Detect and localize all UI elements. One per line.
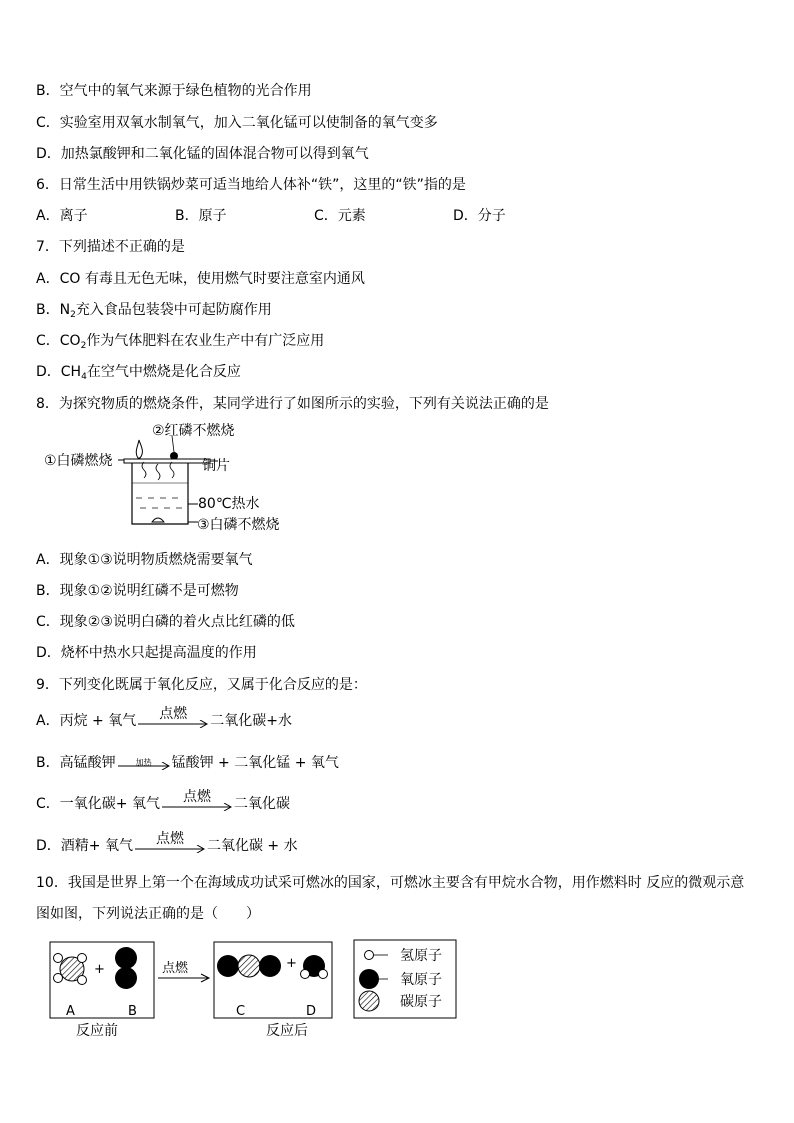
q9-option-c: C．一氧化碳+ 氧气 点燃 二氧化碳 [36,789,290,812]
q8-stem: 8．为探究物质的燃烧条件，某同学进行了如图所示的实验，下列有关说法正确的是 [36,396,549,412]
q9-option-b: B．高锰酸钾 加热 锰酸钾 + 二氧化锰 + 氧气 [36,755,339,771]
q6-option-b: B．原子 [175,208,227,224]
molecule-a-methane [54,954,87,985]
q8-option-b: B．现象①②说明红磷不是可燃物 [36,583,239,599]
q8-option-c: C．现象②③说明白磷的着火点比红磷的低 [36,614,295,630]
molecule-c-carbon-dioxide [217,955,281,977]
molecule-b-oxygen [115,947,137,989]
q10-stem-line1: 10．我国是世界上第一个在海域成功试采可燃冰的国家，可燃冰主要含有甲烷水合物，用作燃料时 反应的微观示意 [36,875,745,891]
q6-option-d: D．分子 [453,208,506,224]
q9-option-a: A．丙烷 + 氧气 点燃 二氧化碳+水 [36,706,292,729]
molecule-d-water [301,955,328,979]
reaction-arrow: 点燃 [135,837,205,855]
label-after: 反应后 [266,1023,308,1039]
reaction-arrow: 点燃 [138,712,208,730]
q7-option-b: B．$N_2$充入食品包装袋中可起防腐作用 [36,302,272,320]
q6-option-a: A．离子 [36,208,88,224]
reaction-arrow: 加热 [118,754,170,772]
q7-option-d: D．$CH_4$在空气中燃烧是化合反应 [36,364,241,382]
q9-option-d: D．酒精+ 氧气 点燃 二氧化碳 + 水 [36,831,298,854]
label-before: 反应前 [76,1023,118,1039]
q6-stem: 6．日常生活中用铁锅炒菜可适当地给人体补“铁”，这里的“铁”指的是 [36,177,466,193]
q7-stem: 7．下列描述不正确的是 [36,239,185,255]
q5-option-c: C．实验室用双氧水制氧气，加入二氧化锰可以使制备的氧气变多 [36,115,438,131]
q5-option-d: D．加热氯酸钾和二氧化锰的固体混合物可以得到氧气 [36,146,369,162]
q5-option-b: B．空气中的氧气来源于绿色植物的光合作用 [36,83,312,99]
label-b: B [128,1004,137,1019]
q8-experiment-diagram [40,418,300,538]
reaction-arrow: 点燃 [162,795,232,813]
q7-option-a: A．CO 有毒且无色无味，使用燃气时要注意室内通风 [36,271,365,287]
q6-option-c: C．元素 [314,208,366,224]
svg-text:+: + [94,962,105,977]
q10-stem-line2: 图如图，下列说法正确的是（ ） [36,906,260,922]
label-white-phosphorus-burning: ①白磷燃烧 [44,453,113,469]
svg-text:+: + [286,956,297,971]
q8-option-a: A．现象①③说明物质燃烧需要氧气 [36,552,253,568]
q8-option-d: D．烧杯中热水只起提高温度的作用 [36,645,257,661]
legend-oxygen: 氧原子 [400,972,442,988]
label-a: A [66,1004,75,1019]
label-c: C [236,1004,246,1019]
label-copper-sheet: 铜片 [202,458,230,474]
label-d: D [306,1004,317,1019]
label-white-phosphorus-not-burning: ③白磷不燃烧 [197,517,280,533]
q10-reaction-diagram [48,938,468,1044]
legend-carbon: 碳原子 [400,994,442,1010]
label-red-phosphorus: ②红磷不燃烧 [152,423,235,439]
label-hot-water: 80℃热水 [198,496,260,512]
condition-ignite: 点燃 [162,961,189,976]
q9-stem: 9．下列变化既属于氧化反应，又属于化合反应的是： [36,677,367,693]
q7-option-c: C．$CO_2$作为气体肥料在农业生产中有广泛应用 [36,333,325,351]
legend-hydrogen: 氢原子 [400,948,442,964]
